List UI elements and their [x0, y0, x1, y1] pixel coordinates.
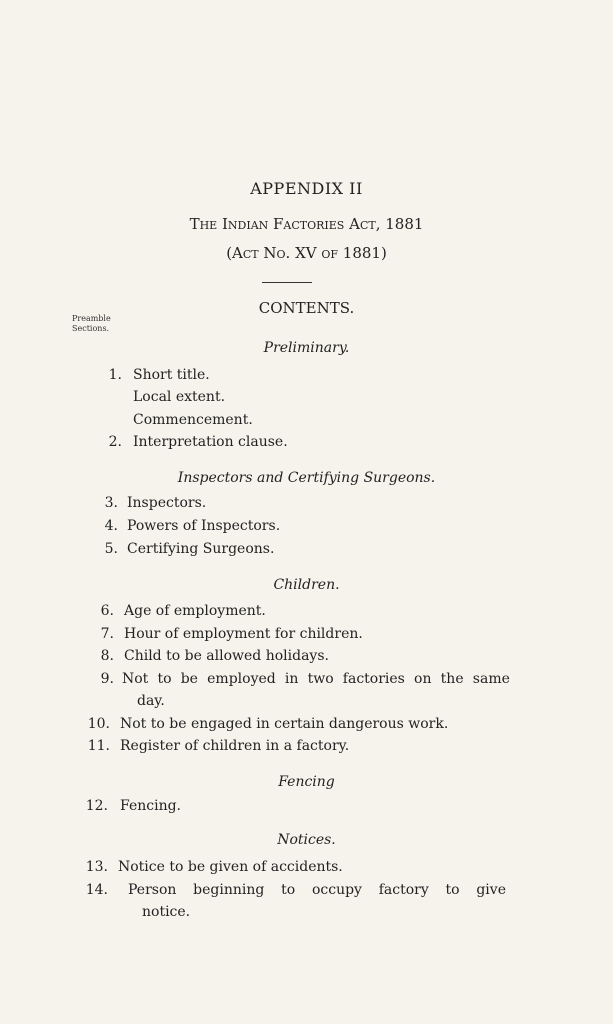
margin-note-preamble: Preamble: [72, 314, 111, 323]
entry-number: 9.: [100, 671, 114, 687]
entry-text: [122, 671, 510, 687]
entry-number: 12.: [85, 798, 108, 814]
word: in: [284, 671, 299, 687]
entry-text: Certifying Surgeons.: [127, 541, 275, 557]
word: give: [476, 882, 506, 898]
entry-text: Age of employment.: [124, 603, 266, 619]
word: occupy: [311, 882, 362, 898]
entry-number: 7.: [100, 626, 114, 642]
entry-number: 3.: [104, 495, 118, 511]
entry-text: Hour of employment for children.: [124, 626, 363, 642]
act-title: The Indian Factories Act, 1881: [189, 215, 424, 233]
word: to: [281, 882, 296, 898]
word: beginning: [193, 882, 265, 898]
act-number: (Act No. XV of 1881): [226, 244, 387, 262]
entry-text: Short title.: [133, 367, 210, 383]
entry-number: 13.: [85, 859, 108, 875]
section-children: Children.: [273, 577, 340, 593]
word: employed: [207, 671, 276, 687]
entry-text: Child to be allowed holidays.: [124, 648, 329, 664]
entry-text: Inspectors.: [127, 495, 207, 511]
word: on: [414, 671, 432, 687]
word: to: [157, 671, 172, 687]
word: same: [472, 671, 510, 687]
list-item: Local extent.: [133, 389, 226, 405]
section-preliminary: Preliminary.: [263, 340, 350, 356]
entry-number: 4.: [104, 518, 118, 534]
section-fencing: Fencing: [278, 774, 335, 790]
section-inspectors: Inspectors and Certifying Surgeons.: [177, 470, 436, 486]
word: be: [180, 671, 198, 687]
entry-text: Interpretation clause.: [133, 434, 288, 450]
word: to: [445, 882, 460, 898]
entry-text: Not to be engaged in certain dangerous work.: [120, 716, 449, 732]
word: two: [307, 671, 334, 687]
entry-number: 11.: [87, 738, 110, 754]
entry-number: 10.: [87, 716, 110, 732]
entry-continuation: notice.: [142, 904, 191, 920]
entry-number: 14.: [85, 882, 108, 898]
list-item: Commencement.: [133, 412, 253, 428]
contents-label: CONTENTS.: [258, 299, 355, 317]
word: factories: [342, 671, 405, 687]
word: the: [440, 671, 464, 687]
entry-number: 5.: [104, 541, 118, 557]
entry-text: Register of children in a factory.: [120, 738, 350, 754]
entry-text: Powers of Inspectors.: [127, 518, 281, 534]
divider-rule: [262, 282, 312, 283]
entry-number: 6.: [100, 603, 114, 619]
entry-number: 8.: [100, 648, 114, 664]
entry-text: [128, 882, 506, 898]
word: Person: [128, 882, 177, 898]
entry-number: 1.: [108, 367, 122, 383]
margin-note: [72, 314, 111, 334]
entry-continuation: day.: [137, 693, 165, 709]
entry-number: 2.: [108, 434, 122, 450]
entry-text: Notice to be given of accidents.: [118, 859, 343, 875]
word: factory: [378, 882, 429, 898]
word: Not: [122, 671, 149, 687]
margin-note-sections: Sections.: [72, 324, 110, 333]
section-notices: Notices.: [277, 832, 336, 848]
appendix-heading: APPENDIX II: [250, 179, 363, 198]
entry-text: Fencing.: [120, 798, 181, 814]
